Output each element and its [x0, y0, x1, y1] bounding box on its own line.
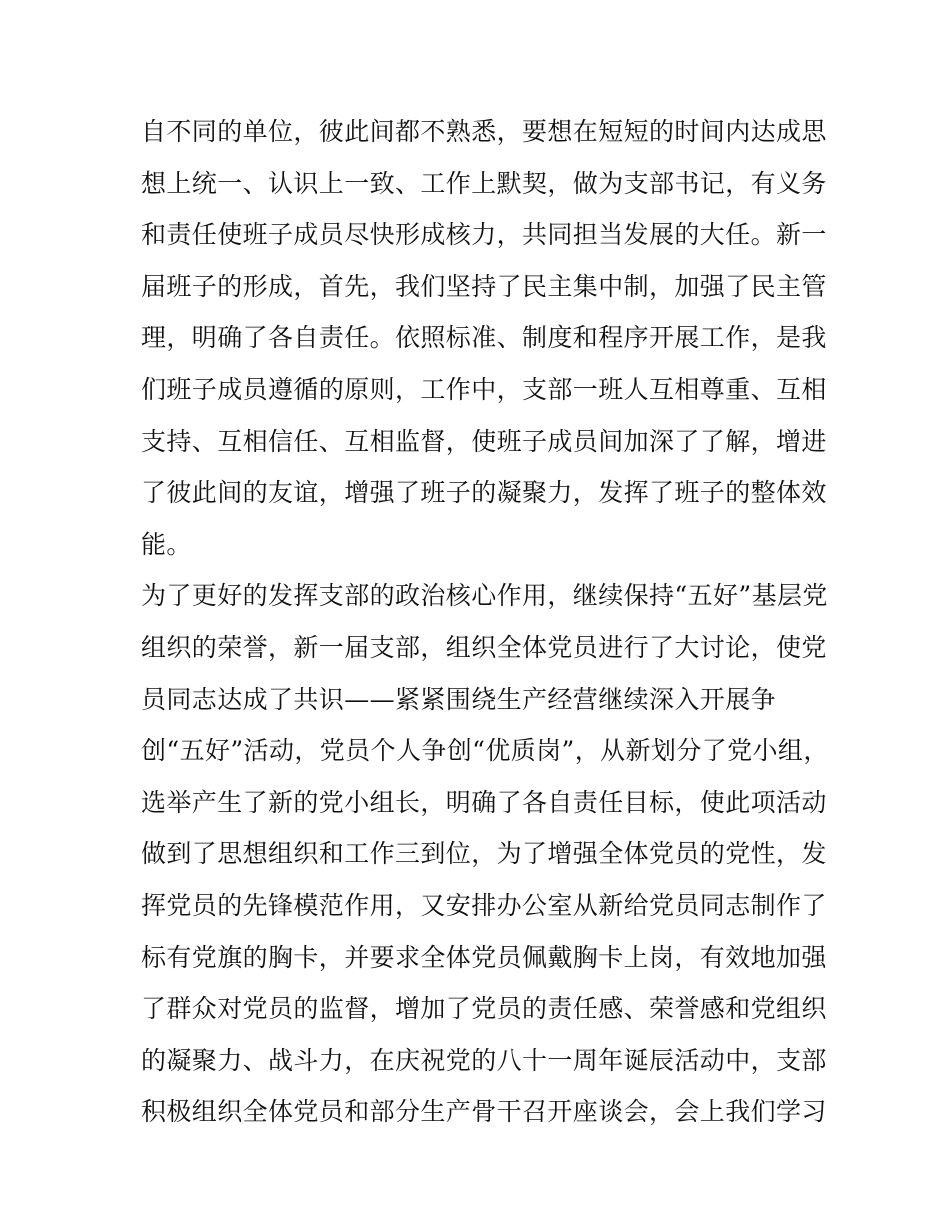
- text-line: 了彼此间的友谊，增强了班子的凝聚力，发挥了班子的整体效: [141, 478, 827, 508]
- text-line: 组织的荣誉，新一届支部，组织全体党员进行了大讨论，使党: [141, 632, 827, 662]
- text-line: 届班子的形成，首先，我们坚持了民主集中制，加强了民主管: [141, 271, 827, 301]
- text-line: 创“五好”活动，党员个人争创“优质岗”，从新划分了党小组，: [141, 736, 829, 766]
- text-line: 挥党员的先锋模范作用，又安排办公室从新给党员同志制作了: [141, 890, 827, 920]
- body-text: [141, 106, 829, 1138]
- text-line: 支持、互相信任、互相监督，使班子成员间加深了了解，增进: [141, 426, 827, 456]
- text-line: 理，明确了各自责任。依照标准、制度和程序开展工作，是我: [141, 323, 827, 353]
- text-line: 自不同的单位，彼此间都不熟悉，要想在短短的时间内达成思: [141, 117, 827, 146]
- text-line: 员同志达成了共识——紧紧围绕生产经营继续深入开展争: [141, 684, 777, 714]
- text-line: 想上统一、认识上一致、工作上默契，做为支部书记，有义务: [141, 168, 827, 198]
- text-line: 了群众对党员的监督，增加了党员的责任感、荣誉感和党组织: [141, 994, 827, 1024]
- text-line: 的凝聚力、战斗力，在庆祝党的八十一周年诞辰活动中，支部: [141, 1045, 827, 1075]
- text-line: 为了更好的发挥支部的政治核心作用，继续保持“五好”基层党: [141, 581, 828, 611]
- text-line: 和责任使班子成员尽快形成核力，共同担当发展的大任。新一: [141, 220, 827, 250]
- text-line: 能。: [141, 529, 192, 559]
- text-line: 们班子成员遵循的原则，工作中，支部一班人互相尊重、互相: [141, 374, 827, 404]
- text-line: 积极组织全体党员和部分生产骨干召开座谈会，会上我们学习: [141, 1097, 827, 1127]
- text-line: 标有党旗的胸卡，并要求全体党员佩戴胸卡上岗，有效地加强: [141, 942, 827, 972]
- text-line: 做到了思想组织和工作三到位，为了增强全体党员的党性，发: [141, 839, 827, 869]
- text-line: 选举产生了新的党小组长，明确了各自责任目标，使此项活动: [141, 787, 827, 817]
